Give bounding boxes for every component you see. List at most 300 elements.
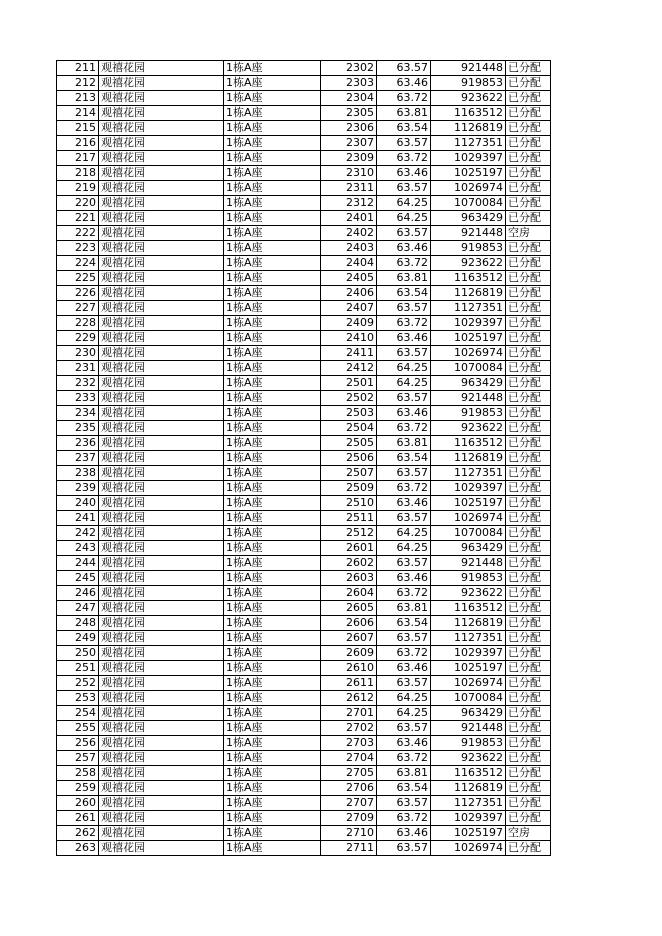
table-row (57, 541, 551, 556)
room-number-cell: 2609 (321, 646, 377, 661)
room-number-cell: 2707 (321, 796, 377, 811)
table-row (57, 451, 551, 466)
estate-name-cell: 观禧花园 (99, 166, 224, 181)
area-cell: 63.72 (377, 256, 431, 271)
status-cell: 已分配 (506, 211, 551, 226)
building-cell: 1栋A座 (224, 721, 321, 736)
estate-name-cell: 观禧花园 (99, 76, 224, 91)
table-row (57, 751, 551, 766)
price-cell: 1026974 (431, 181, 506, 196)
price-cell: 1126819 (431, 781, 506, 796)
price-cell: 963429 (431, 706, 506, 721)
status-cell: 已分配 (506, 676, 551, 691)
room-number-cell: 2605 (321, 601, 377, 616)
table-row (57, 646, 551, 661)
status-cell: 已分配 (506, 241, 551, 256)
building-cell: 1栋A座 (224, 286, 321, 301)
table-row (57, 616, 551, 631)
price-cell: 963429 (431, 376, 506, 391)
status-cell: 已分配 (506, 436, 551, 451)
table-row (57, 706, 551, 721)
status-cell: 已分配 (506, 166, 551, 181)
status-cell: 已分配 (506, 751, 551, 766)
area-cell: 63.81 (377, 271, 431, 286)
status-cell: 已分配 (506, 571, 551, 586)
price-cell: 921448 (431, 226, 506, 241)
room-number-cell: 2409 (321, 316, 377, 331)
table-row (57, 736, 551, 751)
room-number-cell: 2311 (321, 181, 377, 196)
status-cell: 已分配 (506, 781, 551, 796)
row-number-cell: 219 (57, 181, 99, 196)
estate-name-cell: 观禧花园 (99, 631, 224, 646)
status-cell: 已分配 (506, 481, 551, 496)
row-number-cell: 252 (57, 676, 99, 691)
table-row (57, 766, 551, 781)
table-row (57, 241, 551, 256)
price-cell: 1163512 (431, 271, 506, 286)
row-number-cell: 258 (57, 766, 99, 781)
room-number-cell: 2307 (321, 136, 377, 151)
row-number-cell: 214 (57, 106, 99, 121)
building-cell: 1栋A座 (224, 496, 321, 511)
building-cell: 1栋A座 (224, 616, 321, 631)
price-cell: 1029397 (431, 481, 506, 496)
row-number-cell: 211 (57, 61, 99, 76)
table-body (57, 61, 551, 856)
row-number-cell: 257 (57, 751, 99, 766)
status-cell: 已分配 (506, 91, 551, 106)
table-row (57, 496, 551, 511)
status-cell: 空房 (506, 826, 551, 841)
building-cell: 1栋A座 (224, 436, 321, 451)
building-cell: 1栋A座 (224, 826, 321, 841)
area-cell: 63.46 (377, 661, 431, 676)
room-number-cell: 2503 (321, 406, 377, 421)
area-cell: 63.57 (377, 136, 431, 151)
status-cell: 已分配 (506, 706, 551, 721)
room-number-cell: 2604 (321, 586, 377, 601)
price-cell: 1026974 (431, 346, 506, 361)
estate-name-cell: 观禧花园 (99, 721, 224, 736)
building-cell: 1栋A座 (224, 391, 321, 406)
area-cell: 64.25 (377, 706, 431, 721)
room-number-cell: 2507 (321, 466, 377, 481)
area-cell: 63.72 (377, 586, 431, 601)
building-cell: 1栋A座 (224, 841, 321, 856)
estate-name-cell: 观禧花园 (99, 256, 224, 271)
room-number-cell: 2612 (321, 691, 377, 706)
estate-name-cell: 观禧花园 (99, 481, 224, 496)
room-number-cell: 2303 (321, 76, 377, 91)
room-number-cell: 2502 (321, 391, 377, 406)
area-cell: 63.54 (377, 121, 431, 136)
table-row (57, 811, 551, 826)
estate-name-cell: 观禧花园 (99, 706, 224, 721)
area-cell: 63.57 (377, 631, 431, 646)
estate-name-cell: 观禧花园 (99, 811, 224, 826)
table-row (57, 286, 551, 301)
room-number-cell: 2710 (321, 826, 377, 841)
estate-name-cell: 观禧花园 (99, 436, 224, 451)
room-number-cell: 2611 (321, 676, 377, 691)
estate-name-cell: 观禧花园 (99, 136, 224, 151)
price-cell: 1070084 (431, 196, 506, 211)
building-cell: 1栋A座 (224, 811, 321, 826)
area-cell: 63.46 (377, 826, 431, 841)
price-cell: 921448 (431, 61, 506, 76)
row-number-cell: 248 (57, 616, 99, 631)
estate-name-cell: 观禧花园 (99, 601, 224, 616)
status-cell: 已分配 (506, 601, 551, 616)
row-number-cell: 230 (57, 346, 99, 361)
table-row (57, 571, 551, 586)
estate-name-cell: 观禧花园 (99, 781, 224, 796)
price-cell: 1026974 (431, 841, 506, 856)
area-cell: 63.72 (377, 421, 431, 436)
table-row (57, 406, 551, 421)
room-number-cell: 2310 (321, 166, 377, 181)
area-cell: 63.57 (377, 181, 431, 196)
building-cell: 1栋A座 (224, 151, 321, 166)
building-cell: 1栋A座 (224, 106, 321, 121)
room-number-cell: 2603 (321, 571, 377, 586)
row-number-cell: 233 (57, 391, 99, 406)
price-cell: 921448 (431, 556, 506, 571)
table-row (57, 601, 551, 616)
room-number-cell: 2412 (321, 361, 377, 376)
area-cell: 63.81 (377, 601, 431, 616)
estate-name-cell: 观禧花园 (99, 661, 224, 676)
table-row (57, 211, 551, 226)
area-cell: 63.57 (377, 721, 431, 736)
building-cell: 1栋A座 (224, 766, 321, 781)
room-number-cell: 2407 (321, 301, 377, 316)
table-row (57, 421, 551, 436)
row-number-cell: 225 (57, 271, 99, 286)
row-number-cell: 222 (57, 226, 99, 241)
row-number-cell: 262 (57, 826, 99, 841)
estate-name-cell: 观禧花园 (99, 466, 224, 481)
table-row (57, 631, 551, 646)
price-cell: 1025197 (431, 331, 506, 346)
table-row (57, 481, 551, 496)
status-cell: 已分配 (506, 106, 551, 121)
price-cell: 1025197 (431, 826, 506, 841)
building-cell: 1栋A座 (224, 466, 321, 481)
estate-name-cell: 观禧花园 (99, 376, 224, 391)
area-cell: 63.72 (377, 91, 431, 106)
area-cell: 63.72 (377, 481, 431, 496)
room-number-cell: 2704 (321, 751, 377, 766)
table-row (57, 196, 551, 211)
building-cell: 1栋A座 (224, 586, 321, 601)
table-row (57, 841, 551, 856)
price-cell: 1127351 (431, 631, 506, 646)
price-cell: 1025197 (431, 166, 506, 181)
room-number-cell: 2511 (321, 511, 377, 526)
status-cell: 已分配 (506, 766, 551, 781)
estate-name-cell: 观禧花园 (99, 316, 224, 331)
row-number-cell: 215 (57, 121, 99, 136)
price-cell: 919853 (431, 241, 506, 256)
price-cell: 921448 (431, 721, 506, 736)
status-cell: 已分配 (506, 136, 551, 151)
status-cell: 已分配 (506, 331, 551, 346)
area-cell: 64.25 (377, 691, 431, 706)
area-cell: 63.72 (377, 811, 431, 826)
status-cell: 已分配 (506, 796, 551, 811)
area-cell: 63.46 (377, 241, 431, 256)
room-number-cell: 2406 (321, 286, 377, 301)
row-number-cell: 253 (57, 691, 99, 706)
estate-name-cell: 观禧花园 (99, 286, 224, 301)
building-cell: 1栋A座 (224, 241, 321, 256)
price-cell: 1029397 (431, 316, 506, 331)
price-cell: 963429 (431, 541, 506, 556)
status-cell: 已分配 (506, 286, 551, 301)
status-cell: 已分配 (506, 376, 551, 391)
row-number-cell: 243 (57, 541, 99, 556)
price-cell: 1070084 (431, 361, 506, 376)
status-cell: 已分配 (506, 496, 551, 511)
estate-name-cell: 观禧花园 (99, 526, 224, 541)
table-row (57, 301, 551, 316)
price-cell: 1029397 (431, 646, 506, 661)
building-cell: 1栋A座 (224, 421, 321, 436)
room-number-cell: 2705 (321, 766, 377, 781)
row-number-cell: 238 (57, 466, 99, 481)
status-cell: 已分配 (506, 196, 551, 211)
room-number-cell: 2403 (321, 241, 377, 256)
row-number-cell: 234 (57, 406, 99, 421)
row-number-cell: 250 (57, 646, 99, 661)
table-row (57, 781, 551, 796)
status-cell: 已分配 (506, 151, 551, 166)
table-row (57, 511, 551, 526)
estate-name-cell: 观禧花园 (99, 451, 224, 466)
price-cell: 1127351 (431, 796, 506, 811)
building-cell: 1栋A座 (224, 706, 321, 721)
building-cell: 1栋A座 (224, 631, 321, 646)
room-number-cell: 2601 (321, 541, 377, 556)
room-number-cell: 2702 (321, 721, 377, 736)
price-cell: 919853 (431, 406, 506, 421)
estate-name-cell: 观禧花园 (99, 541, 224, 556)
room-number-cell: 2302 (321, 61, 377, 76)
building-cell: 1栋A座 (224, 646, 321, 661)
row-number-cell: 220 (57, 196, 99, 211)
status-cell: 已分配 (506, 361, 551, 376)
room-number-cell: 2703 (321, 736, 377, 751)
room-number-cell: 2306 (321, 121, 377, 136)
table-row (57, 676, 551, 691)
price-cell: 1163512 (431, 601, 506, 616)
price-cell: 1126819 (431, 616, 506, 631)
estate-name-cell: 观禧花园 (99, 271, 224, 286)
estate-name-cell: 观禧花园 (99, 406, 224, 421)
room-number-cell: 2401 (321, 211, 377, 226)
area-cell: 63.57 (377, 676, 431, 691)
estate-name-cell: 观禧花园 (99, 151, 224, 166)
building-cell: 1栋A座 (224, 361, 321, 376)
status-cell: 已分配 (506, 421, 551, 436)
price-cell: 919853 (431, 736, 506, 751)
table-row (57, 586, 551, 601)
table-row (57, 226, 551, 241)
status-cell: 已分配 (506, 301, 551, 316)
room-number-cell: 2501 (321, 376, 377, 391)
status-cell: 已分配 (506, 541, 551, 556)
row-number-cell: 237 (57, 451, 99, 466)
building-cell: 1栋A座 (224, 316, 321, 331)
price-cell: 1126819 (431, 451, 506, 466)
price-cell: 1026974 (431, 676, 506, 691)
status-cell: 已分配 (506, 721, 551, 736)
table-row (57, 346, 551, 361)
row-number-cell: 256 (57, 736, 99, 751)
estate-name-cell: 观禧花园 (99, 796, 224, 811)
table-row (57, 331, 551, 346)
row-number-cell: 224 (57, 256, 99, 271)
price-cell: 963429 (431, 211, 506, 226)
status-cell: 已分配 (506, 736, 551, 751)
room-number-cell: 2505 (321, 436, 377, 451)
area-cell: 63.57 (377, 61, 431, 76)
row-number-cell: 246 (57, 586, 99, 601)
area-cell: 63.46 (377, 736, 431, 751)
status-cell: 已分配 (506, 841, 551, 856)
room-number-cell: 2309 (321, 151, 377, 166)
area-cell: 63.81 (377, 766, 431, 781)
building-cell: 1栋A座 (224, 256, 321, 271)
row-number-cell: 226 (57, 286, 99, 301)
price-cell: 1025197 (431, 661, 506, 676)
room-number-cell: 2410 (321, 331, 377, 346)
estate-name-cell: 观禧花园 (99, 556, 224, 571)
status-cell: 已分配 (506, 121, 551, 136)
row-number-cell: 213 (57, 91, 99, 106)
status-cell: 已分配 (506, 511, 551, 526)
price-cell: 1163512 (431, 106, 506, 121)
building-cell: 1栋A座 (224, 511, 321, 526)
estate-name-cell: 观禧花园 (99, 226, 224, 241)
status-cell: 已分配 (506, 661, 551, 676)
price-cell: 1163512 (431, 766, 506, 781)
room-number-cell: 2304 (321, 91, 377, 106)
estate-name-cell: 观禧花园 (99, 496, 224, 511)
area-cell: 63.46 (377, 406, 431, 421)
area-cell: 63.57 (377, 346, 431, 361)
price-cell: 1127351 (431, 301, 506, 316)
building-cell: 1栋A座 (224, 61, 321, 76)
row-number-cell: 240 (57, 496, 99, 511)
table-row (57, 181, 551, 196)
table-row (57, 391, 551, 406)
table-row (57, 61, 551, 76)
row-number-cell: 221 (57, 211, 99, 226)
estate-name-cell: 观禧花园 (99, 361, 224, 376)
table-row (57, 136, 551, 151)
building-cell: 1栋A座 (224, 751, 321, 766)
status-cell: 已分配 (506, 181, 551, 196)
area-cell: 63.57 (377, 391, 431, 406)
area-cell: 63.72 (377, 646, 431, 661)
price-cell: 1026974 (431, 511, 506, 526)
status-cell: 已分配 (506, 61, 551, 76)
estate-name-cell: 观禧花园 (99, 736, 224, 751)
estate-name-cell: 观禧花园 (99, 646, 224, 661)
building-cell: 1栋A座 (224, 781, 321, 796)
status-cell: 已分配 (506, 466, 551, 481)
row-number-cell: 241 (57, 511, 99, 526)
price-cell: 923622 (431, 91, 506, 106)
estate-name-cell: 观禧花园 (99, 346, 224, 361)
estate-name-cell: 观禧花园 (99, 616, 224, 631)
estate-name-cell: 观禧花园 (99, 121, 224, 136)
area-cell: 63.46 (377, 166, 431, 181)
status-cell: 已分配 (506, 616, 551, 631)
table-row (57, 436, 551, 451)
room-number-cell: 2509 (321, 481, 377, 496)
status-cell: 已分配 (506, 271, 551, 286)
building-cell: 1栋A座 (224, 661, 321, 676)
building-cell: 1栋A座 (224, 601, 321, 616)
price-cell: 1029397 (431, 151, 506, 166)
estate-name-cell: 观禧花园 (99, 106, 224, 121)
building-cell: 1栋A座 (224, 226, 321, 241)
status-cell: 已分配 (506, 811, 551, 826)
area-cell: 63.72 (377, 316, 431, 331)
area-cell: 63.46 (377, 571, 431, 586)
price-cell: 1070084 (431, 526, 506, 541)
status-cell: 已分配 (506, 631, 551, 646)
status-cell: 已分配 (506, 391, 551, 406)
estate-name-cell: 观禧花园 (99, 61, 224, 76)
row-number-cell: 254 (57, 706, 99, 721)
table-row (57, 556, 551, 571)
price-cell: 1163512 (431, 436, 506, 451)
table-row (57, 106, 551, 121)
area-cell: 64.25 (377, 541, 431, 556)
row-number-cell: 244 (57, 556, 99, 571)
table-row (57, 826, 551, 841)
status-cell: 已分配 (506, 526, 551, 541)
room-number-cell: 2606 (321, 616, 377, 631)
estate-name-cell: 观禧花园 (99, 766, 224, 781)
area-cell: 63.46 (377, 331, 431, 346)
building-cell: 1栋A座 (224, 376, 321, 391)
status-cell: 已分配 (506, 76, 551, 91)
price-cell: 1070084 (431, 691, 506, 706)
room-number-cell: 2602 (321, 556, 377, 571)
table-row (57, 151, 551, 166)
building-cell: 1栋A座 (224, 301, 321, 316)
room-number-cell: 2506 (321, 451, 377, 466)
room-number-cell: 2607 (321, 631, 377, 646)
room-number-cell: 2512 (321, 526, 377, 541)
estate-name-cell: 观禧花园 (99, 676, 224, 691)
table-row (57, 271, 551, 286)
area-cell: 64.25 (377, 196, 431, 211)
price-cell: 921448 (431, 391, 506, 406)
estate-name-cell: 观禧花园 (99, 421, 224, 436)
housing-allocation-table (56, 60, 551, 856)
area-cell: 63.54 (377, 616, 431, 631)
building-cell: 1栋A座 (224, 556, 321, 571)
area-cell: 64.25 (377, 526, 431, 541)
row-number-cell: 218 (57, 166, 99, 181)
